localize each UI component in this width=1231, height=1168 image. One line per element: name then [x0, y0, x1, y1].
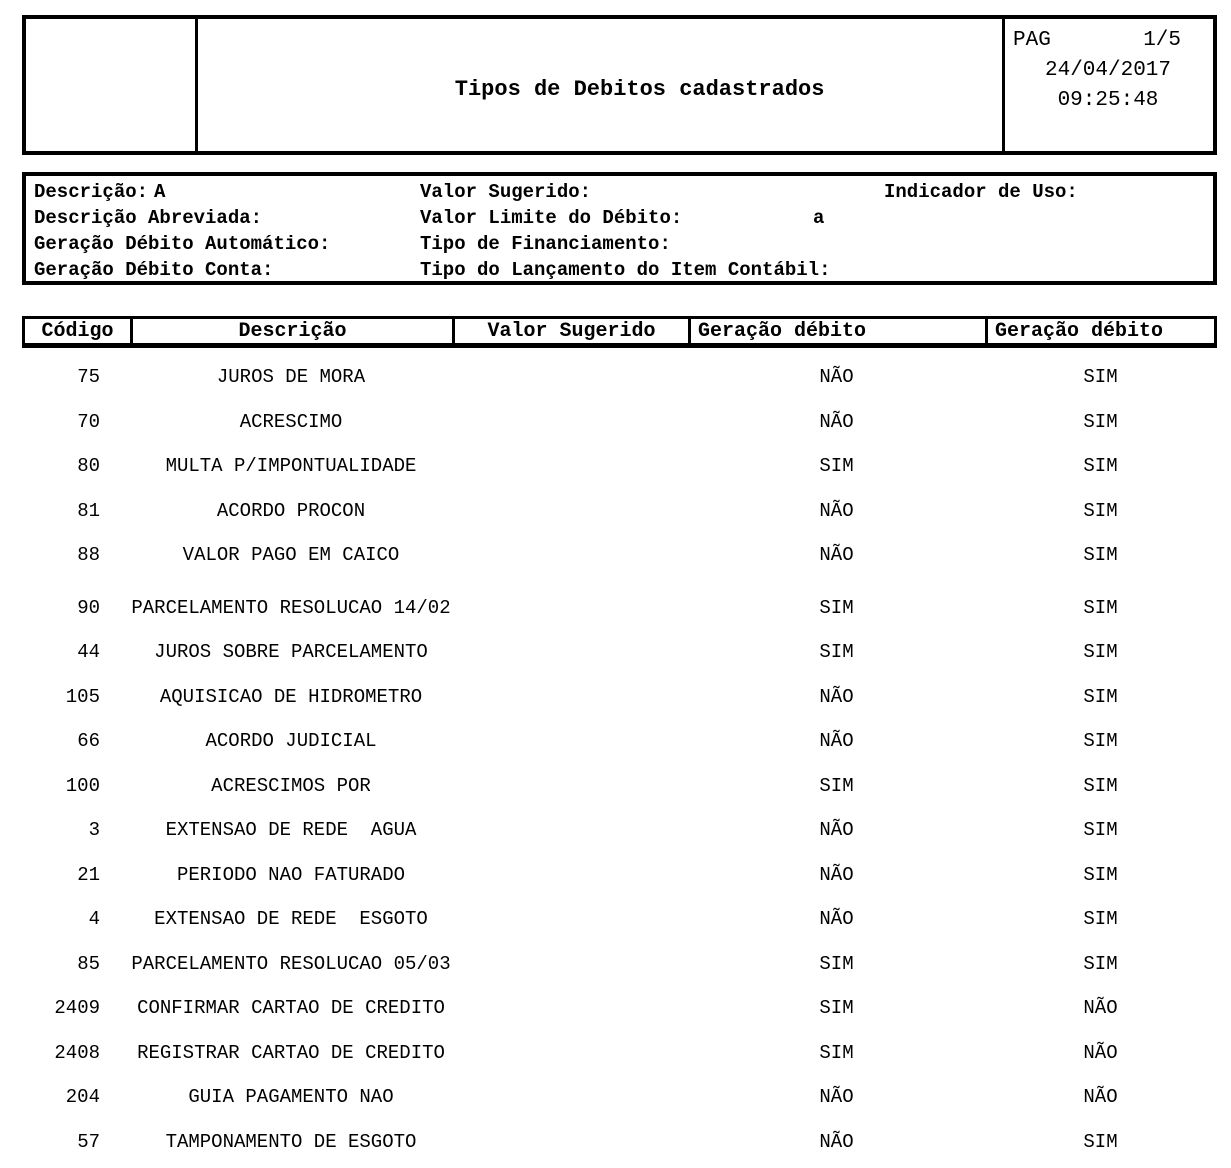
cell-geracao-debito-1: SIM [819, 455, 854, 478]
filter-geracao-automatico-label: Geração Débito Automático: [34, 233, 331, 255]
cell-geracao-debito-1: SIM [819, 1041, 854, 1064]
cell-geracao-debito-2: SIM [1083, 596, 1118, 619]
filter-tipo-financiamento-label: Tipo de Financiamento: [420, 233, 671, 255]
filter-descricao-abreviada-label: Descrição Abreviada: [34, 207, 263, 229]
cell-descricao: JUROS SOBRE PARCELAMENTO [154, 641, 428, 664]
table-row [22, 533, 1217, 578]
table-body [22, 355, 1217, 1164]
page-info-cell [1005, 19, 1213, 151]
cell-codigo: 2409 [54, 997, 100, 1020]
cell-geracao-debito-2: SIM [1083, 1130, 1118, 1153]
cell-codigo: 44 [77, 641, 100, 664]
cell-codigo: 75 [77, 366, 100, 389]
logo-cell [26, 19, 198, 151]
filter-descricao-value: A [154, 181, 166, 203]
table-row [22, 586, 1217, 631]
filter-valor-sugerido-label: Valor Sugerido: [420, 181, 592, 203]
table-row [22, 489, 1217, 534]
cell-geracao-debito-1: NÃO [819, 908, 854, 931]
cell-geracao-debito-2: SIM [1083, 455, 1118, 478]
cell-geracao-debito-2: SIM [1083, 641, 1118, 664]
cell-codigo: 66 [77, 730, 100, 753]
cell-descricao: ACORDO PROCON [216, 499, 366, 522]
filter-row-2 [26, 205, 1213, 231]
cell-descricao: GUIA PAGAMENTO NAO [188, 1086, 394, 1109]
cell-codigo: 85 [77, 952, 100, 975]
cell-codigo: 204 [65, 1086, 100, 1109]
cell-descricao: PARCELAMENTO RESOLUCAO 05/03 [131, 952, 451, 975]
table-row [22, 897, 1217, 942]
cell-codigo: 57 [77, 1130, 100, 1153]
cell-codigo: 21 [77, 863, 100, 886]
cell-geracao-debito-2: NÃO [1083, 1086, 1118, 1109]
cell-geracao-debito-2: SIM [1083, 863, 1118, 886]
cell-codigo: 105 [65, 685, 100, 708]
table-row [22, 630, 1217, 675]
table-row [22, 986, 1217, 1031]
cell-geracao-debito-1: NÃO [819, 544, 854, 567]
table-row [22, 719, 1217, 764]
table-row [22, 1120, 1217, 1165]
cell-geracao-debito-1: SIM [819, 997, 854, 1020]
cell-descricao: JUROS DE MORA [216, 366, 366, 389]
cell-geracao-debito-2: SIM [1083, 908, 1118, 931]
cell-descricao: ACRESCIMOS POR [211, 774, 371, 797]
page-title: Tipos de Debitos cadastrados [454, 77, 825, 102]
cell-geracao-debito-1: SIM [819, 641, 854, 664]
filter-indicador-uso-label: Indicador de Uso: [884, 181, 1078, 203]
cell-geracao-debito-1: NÃO [819, 819, 854, 842]
cell-geracao-debito-1: NÃO [819, 685, 854, 708]
cell-geracao-debito-1: SIM [819, 952, 854, 975]
cell-geracao-debito-1: NÃO [819, 1086, 854, 1109]
column-header-valor-sugerido: Valor Sugerido [455, 319, 691, 343]
table-row [22, 853, 1217, 898]
cell-geracao-debito-2: SIM [1083, 499, 1118, 522]
report-date: 24/04/2017 [1044, 59, 1172, 82]
table-header [22, 316, 1217, 348]
cell-geracao-debito-2: SIM [1083, 685, 1118, 708]
cell-descricao: AQUISICAO DE HIDROMETRO [159, 685, 423, 708]
report-title-cell [198, 19, 1005, 151]
cell-geracao-debito-1: NÃO [819, 863, 854, 886]
cell-descricao: CONFIRMAR CARTAO DE CREDITO [137, 997, 445, 1020]
cell-codigo: 3 [88, 819, 100, 842]
table-row [22, 808, 1217, 853]
cell-descricao: PARCELAMENTO RESOLUCAO 14/02 [131, 596, 451, 619]
cell-geracao-debito-1: NÃO [819, 499, 854, 522]
table-row [22, 355, 1217, 400]
cell-geracao-debito-1: NÃO [819, 730, 854, 753]
cell-geracao-debito-2: SIM [1083, 544, 1118, 567]
cell-descricao: VALOR PAGO EM CAICO [182, 544, 400, 567]
table-row [22, 1031, 1217, 1076]
table-row [22, 764, 1217, 809]
cell-codigo: 88 [77, 544, 100, 567]
cell-codigo: 70 [77, 410, 100, 433]
cell-geracao-debito-1: NÃO [819, 410, 854, 433]
filter-row-3 [26, 231, 1213, 257]
cell-geracao-debito-2: NÃO [1083, 997, 1118, 1020]
cell-descricao: REGISTRAR CARTAO DE CREDITO [137, 1041, 445, 1064]
cell-geracao-debito-1: NÃO [819, 1130, 854, 1153]
cell-descricao: EXTENSAO DE REDE AGUA [165, 819, 417, 842]
cell-geracao-debito-2: SIM [1083, 366, 1118, 389]
filter-descricao-label: Descrição: [34, 181, 149, 203]
cell-codigo: 81 [77, 499, 100, 522]
report-header [22, 15, 1217, 155]
cell-codigo: 80 [77, 455, 100, 478]
cell-geracao-debito-2: NÃO [1083, 1041, 1118, 1064]
report-time: 09:25:48 [1057, 89, 1159, 112]
cell-descricao: MULTA P/IMPONTUALIDADE [165, 455, 417, 478]
cell-codigo: 90 [77, 596, 100, 619]
filter-geracao-conta-label: Geração Débito Conta: [34, 259, 274, 281]
cell-geracao-debito-2: SIM [1083, 410, 1118, 433]
table-row [22, 942, 1217, 987]
cell-geracao-debito-2: SIM [1083, 730, 1118, 753]
cell-geracao-debito-1: SIM [819, 774, 854, 797]
table-row [22, 444, 1217, 489]
cell-geracao-debito-2: SIM [1083, 819, 1118, 842]
table-row [22, 400, 1217, 445]
column-header-descricao: Descrição [133, 319, 455, 343]
cell-codigo: 4 [88, 908, 100, 931]
column-header-geracao-debito-1: Geração débito [691, 319, 988, 343]
filter-panel [22, 172, 1217, 285]
cell-geracao-debito-1: NÃO [819, 366, 854, 389]
table-row [22, 675, 1217, 720]
table-row [22, 1075, 1217, 1120]
filter-range-separator: a [813, 207, 825, 229]
cell-geracao-debito-2: SIM [1083, 774, 1118, 797]
filter-row-1 [26, 179, 1213, 205]
cell-descricao: PERIODO NAO FATURADO [176, 863, 406, 886]
cell-descricao: ACRESCIMO [239, 410, 343, 433]
cell-codigo: 100 [65, 774, 100, 797]
filter-row-4 [26, 257, 1213, 283]
cell-codigo: 2408 [54, 1041, 100, 1064]
cell-geracao-debito-1: SIM [819, 596, 854, 619]
cell-descricao: TAMPONAMENTO DE ESGOTO [165, 1130, 417, 1153]
cell-geracao-debito-2: SIM [1083, 952, 1118, 975]
cell-descricao: ACORDO JUDICIAL [205, 730, 377, 753]
column-header-geracao-debito-2: Geração débito [995, 319, 1164, 343]
page-indicator [1013, 26, 1203, 56]
filter-tipo-lancamento-label: Tipo do Lançamento do Item Contábil: [420, 259, 831, 281]
page-number: 1/5 [1143, 29, 1181, 52]
column-header-codigo: Código [25, 319, 133, 343]
cell-descricao: EXTENSAO DE REDE ESGOTO [154, 908, 428, 931]
page-label: PAG [1013, 29, 1051, 52]
filter-valor-limite-label: Valor Limite do Débito: [420, 207, 683, 229]
